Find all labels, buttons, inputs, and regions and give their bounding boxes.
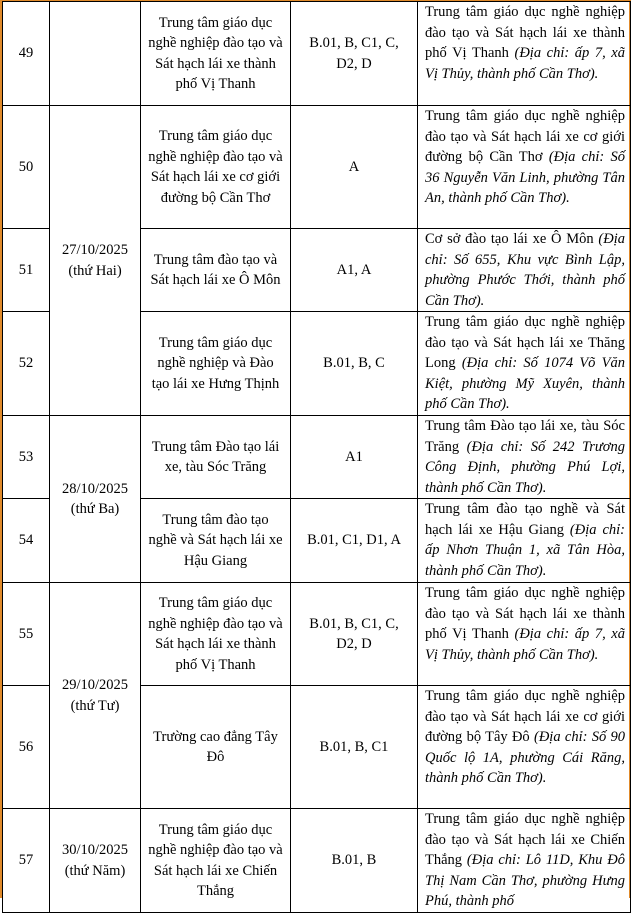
exam-location — [418, 312, 631, 416]
exam-date: 28/10/2025 — [61, 480, 129, 497]
license-class: B.01, B, C — [291, 312, 418, 416]
exam-location — [418, 809, 631, 913]
table-row — [3, 2, 631, 106]
exam-weekday: (thứ Ba) — [70, 501, 120, 517]
exam-location — [418, 583, 631, 686]
exam-location — [418, 229, 631, 312]
exam-weekday: (thứ Tư) — [70, 697, 120, 714]
exam-date-cell — [50, 106, 141, 416]
exam-location-name: Trung tâm Đào tạo lái xe, tàu Sóc Trăng — [425, 418, 625, 455]
exam-date-cell — [50, 583, 141, 809]
exam-location-address: (Địa chỉ: Số 36 Nguyễn Văn Linh, phường Tân An, thành phố Cần Thơ). — [425, 149, 626, 206]
license-class: B.01, C1, D1, A — [291, 499, 418, 583]
row-number: 52 — [3, 312, 50, 416]
table-row — [3, 416, 631, 499]
exam-location-address: (Địa chỉ: Số 1074 Võ Văn Kiệt, phường Mỹ Xuyên, thành phố Cần Thơ). — [425, 355, 625, 412]
row-number: 50 — [3, 106, 50, 229]
training-center: Trung tâm giáo dục nghề nghiệp đào tạo và Sát hạch lái xe cơ giới đường bộ Cần Thơ — [141, 106, 291, 229]
training-center: Trung tâm Đào tạo lái xe, tàu Sóc Trăng — [141, 416, 291, 499]
training-center: Trung tâm đào tạo và Sát hạch lái xe Ô Môn — [141, 229, 291, 312]
exam-weekday: (thứ Năm) — [64, 862, 126, 879]
table-row — [3, 809, 631, 913]
exam-location-name: Cơ sở đào tạo lái xe Ô Môn — [425, 231, 594, 247]
exam-location-address: (Địa chỉ: Số 90 Quốc lộ 1A, phường Cái Răng, thành phố Cần Thơ). — [425, 729, 626, 786]
exam-location-address: (Địa chỉ: ấp Nhơn Thuận 1, xã Tân Hòa, thành phố Cần Thơ). — [425, 521, 625, 579]
license-class: A — [291, 106, 418, 229]
row-number: 51 — [3, 229, 50, 312]
exam-location-name: Trung tâm giáo dục nghề nghiệp đào tạo và Sát hạch lái xe Thăng Long — [425, 314, 625, 371]
exam-location-name: Trung tâm giáo dục nghề nghiệp đào tạo và Sát hạch lái xe cơ giới đường bộ Cần Thơ — [425, 108, 625, 165]
training-center: Trung tâm giáo dục nghề nghiệp đào tạo và Sát hạch lái xe thành phố Vị Thanh — [141, 583, 291, 686]
exam-location — [418, 2, 631, 106]
exam-location-address: (Địa chỉ: Lô 11D, Khu Đô Thị Nam Cần Thơ, phường Hưng Phú, thành phố — [425, 852, 625, 909]
table-row — [3, 583, 631, 686]
license-class: B.01, B, C1, C, D2, D — [291, 583, 418, 686]
license-class: B.01, B, C1 — [291, 686, 418, 809]
row-number: 53 — [3, 416, 50, 499]
license-class: A1, A — [291, 229, 418, 312]
exam-location-name: Trung tâm giáo dục nghề nghiệp đào tạo và Sát hạch lái xe cơ giới đường bộ Tây Đô — [425, 688, 625, 745]
exam-date: 27/10/2025 — [61, 242, 129, 258]
exam-location — [418, 499, 631, 583]
license-class: A1 — [291, 416, 418, 499]
row-number: 57 — [3, 809, 50, 913]
exam-location-address: (Địa chỉ: ấp 7, xã Vị Thủy, thành phố Cần Thơ). — [425, 45, 625, 82]
exam-date-cell — [50, 2, 141, 106]
license-class: B.01, B, C1, C, D2, D — [291, 2, 418, 106]
exam-location-address: (Địa chỉ: Số 242 Trương Công Định, phường Phú Lợi, thành phố Cần Thơ). — [425, 438, 626, 496]
exam-date-cell — [50, 809, 141, 913]
exam-location — [418, 106, 631, 229]
schedule-table — [2, 1, 631, 913]
exam-weekday: (thứ Hai) — [68, 262, 122, 279]
exam-date-cell — [50, 416, 141, 583]
row-number: 55 — [3, 583, 50, 686]
exam-location-name: Trung tâm giáo dục nghề nghiệp đào tạo và Sát hạch lái xe thành phố Vị Thanh — [425, 585, 625, 642]
license-class: B.01, B — [291, 809, 418, 913]
row-number: 56 — [3, 686, 50, 809]
training-center: Trung tâm giáo dục nghề nghiệp đào tạo và Sát hạch lái xe thành phố Vị Thanh — [141, 2, 291, 106]
exam-location-name: Trung tâm giáo dục nghề nghiệp đào tạo và Sát hạch lái xe Chiến Thắng — [425, 811, 625, 868]
training-center: Trung tâm giáo dục nghề nghiệp đào tạo và Sát hạch lái xe Chiến Thắng — [141, 809, 291, 913]
exam-location-address: (Địa chỉ: Số 655, Khu vực Bình Lập, phường Phước Thới, thành phố Cần Thơ). — [425, 231, 626, 309]
exam-location-address: (Địa chỉ: ấp 7, xã Vị Thủy, thành phố Cần Thơ). — [425, 626, 625, 663]
training-center: Trường cao đẳng Tây Đô — [141, 686, 291, 809]
row-number: 54 — [3, 499, 50, 583]
training-center: Trung tâm giáo dục nghề nghiệp và Đào tạo lái xe Hưng Thịnh — [141, 312, 291, 416]
exam-location — [418, 686, 631, 809]
exam-location-name: Trung tâm đào tạo nghề và Sát hạch lái xe Hậu Giang — [425, 501, 625, 538]
row-number: 49 — [3, 2, 50, 106]
exam-date: 29/10/2025 — [61, 677, 129, 693]
table-row — [3, 106, 631, 229]
exam-location — [418, 416, 631, 499]
training-center: Trung tâm đào tạo nghề và Sát hạch lái xe Hậu Giang — [141, 499, 291, 583]
exam-location-name: Trung tâm giáo dục nghề nghiệp đào tạo và Sát hạch lái xe thành phố Vị Thanh — [425, 4, 625, 61]
exam-date: 30/10/2025 — [61, 842, 129, 858]
